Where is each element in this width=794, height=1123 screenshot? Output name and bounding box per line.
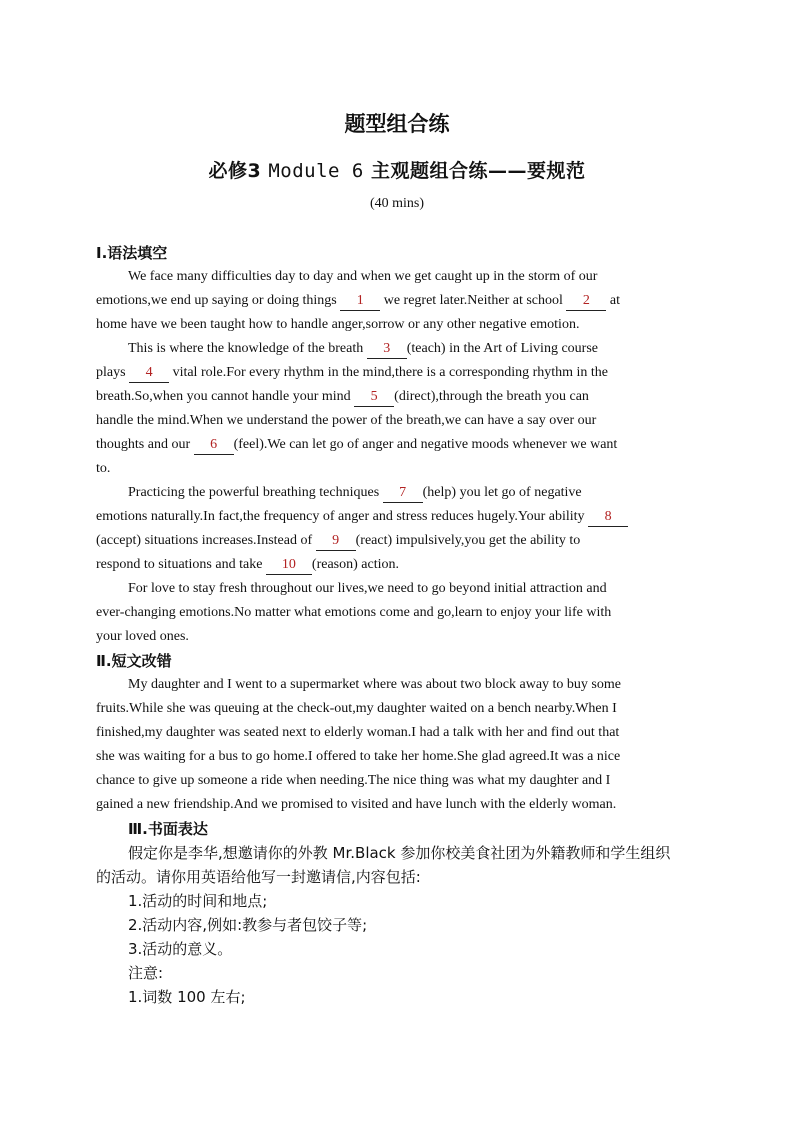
passage-text: ever-changing emotions.No matter what emotions come and go,learn to enjoy your life with	[96, 605, 612, 620]
section3-heading: Ⅲ.书面表达	[128, 820, 208, 838]
passage-text: vital role.For every rhythm in the mind,there is a corresponding rhythm in the	[169, 365, 609, 380]
passage-line: fruits.While she was queuing at the check-out,my daughter waited on a bench nearby.When I	[96, 701, 617, 716]
passage-line	[96, 505, 688, 529]
passage-line: she was waiting for a bus to go home.I offered to take her home.She glad agreed.It was a nice	[96, 749, 621, 764]
passage-line	[96, 289, 688, 313]
passage-line	[96, 601, 688, 625]
time-limit: (40 mins)	[369, 196, 425, 211]
requirement-item: 1.活动的时间和地点;	[128, 892, 268, 910]
passage-text: We face many difficulties day to day and when we get caught up in the storm of our	[128, 269, 598, 284]
answer-blank[interactable]: 9	[316, 532, 356, 551]
answer-blank[interactable]: 1	[340, 292, 380, 311]
passage-text: we regret later.Neither at school	[380, 293, 567, 308]
passage-text: (accept) situations increases.Instead of	[96, 533, 316, 548]
passage-text: (feel).We can let go of anger and negative moods whenever we want	[233, 437, 618, 452]
passage-line	[96, 337, 688, 361]
passage-text: For love to stay fresh throughout our lives,we need to go beyond initial attraction and	[128, 581, 607, 596]
passage-line	[96, 409, 688, 433]
answer-blank[interactable]: 7	[383, 484, 423, 503]
passage-line: chance to give up someone a ride when needing.The nice thing was what my daughter and I	[96, 773, 611, 788]
answer-blank[interactable]: 3	[367, 340, 407, 359]
passage-line	[96, 313, 688, 337]
note-item: 1.词数 100 左右;	[128, 988, 246, 1006]
answer-blank[interactable]: 6	[194, 436, 234, 455]
passage-text: thoughts and our	[96, 437, 194, 452]
passage-line: My daughter and I went to a supermarket where was about two block away to buy some	[128, 677, 621, 692]
passage-line	[96, 481, 688, 505]
subtitle-book: 必修3	[208, 160, 262, 182]
prompt-line: 的活动。请你用英语给他写一封邀请信,内容包括:	[96, 868, 421, 886]
passage-text: respond to situations and take	[96, 557, 266, 572]
section1-passage	[96, 265, 688, 649]
answer-blank[interactable]: 10	[266, 556, 312, 575]
prompt-line: 假定你是李华,想邀请你的外教 Mr.Black 参加你校美食社团为外籍教师和学生组织	[128, 844, 671, 862]
passage-text: handle the mind.When we understand the power of the breath,we can have a say over our	[96, 413, 597, 428]
answer-blank[interactable]: 8	[588, 508, 628, 527]
answer-blank[interactable]: 4	[129, 364, 169, 383]
passage-text: your loved ones.	[96, 629, 189, 644]
section2-heading: Ⅱ.短文改错	[96, 652, 172, 670]
requirement-item: 3.活动的意义。	[128, 940, 233, 958]
page-title: 题型组合练	[344, 112, 450, 136]
passage-text: This is where the knowledge of the breath	[128, 341, 367, 356]
passage-text: at	[606, 293, 621, 308]
answer-blank[interactable]: 5	[354, 388, 394, 407]
section3-prompt	[96, 841, 706, 1009]
passage-line	[96, 265, 688, 289]
section2-passage	[96, 673, 688, 817]
passage-line	[96, 553, 688, 577]
passage-line	[96, 385, 688, 409]
passage-line	[96, 625, 688, 649]
passage-text: (reason) action.	[311, 557, 399, 572]
passage-text: plays	[96, 365, 130, 380]
page-subtitle	[0, 156, 794, 183]
passage-text: (teach) in the Art of Living course	[406, 341, 598, 356]
passage-text: home have we been taught how to handle anger,sorrow or any other negative emotion.	[96, 317, 580, 332]
passage-line	[96, 577, 688, 601]
passage-line: finished,my daughter was seated next to elderly woman.I had a talk with her and find out that	[96, 725, 620, 740]
answer-blank[interactable]: 2	[566, 292, 606, 311]
subtitle-topic: 主观题组合练——要规范	[370, 160, 586, 182]
passage-line	[96, 529, 688, 553]
passage-text: (react) impulsively,you get the ability to	[355, 533, 581, 548]
passage-text: emotions naturally.In fact,the frequency of anger and stress reduces hugely.Your ability	[96, 509, 589, 524]
passage-text: (help) you let go of negative	[422, 485, 582, 500]
passage-text: (direct),through the breath you can	[394, 389, 589, 404]
passage-line	[96, 433, 688, 457]
subtitle-module: Module 6	[268, 160, 364, 182]
passage-line	[96, 457, 688, 481]
requirement-item: 2.活动内容,例如:教参与者包饺子等;	[128, 916, 368, 934]
passage-text: emotions,we end up saying or doing things	[96, 293, 341, 308]
passage-line	[96, 361, 688, 385]
passage-text: breath.So,when you cannot handle your mind	[96, 389, 355, 404]
note-heading: 注意:	[128, 964, 164, 982]
section1-heading: Ⅰ.语法填空	[96, 244, 168, 262]
passage-text: Practicing the powerful breathing techniques	[128, 485, 383, 500]
passage-line: gained a new friendship.And we promised to visited and have lunch with the elderly woman.	[96, 797, 617, 812]
passage-text: to.	[96, 461, 111, 476]
